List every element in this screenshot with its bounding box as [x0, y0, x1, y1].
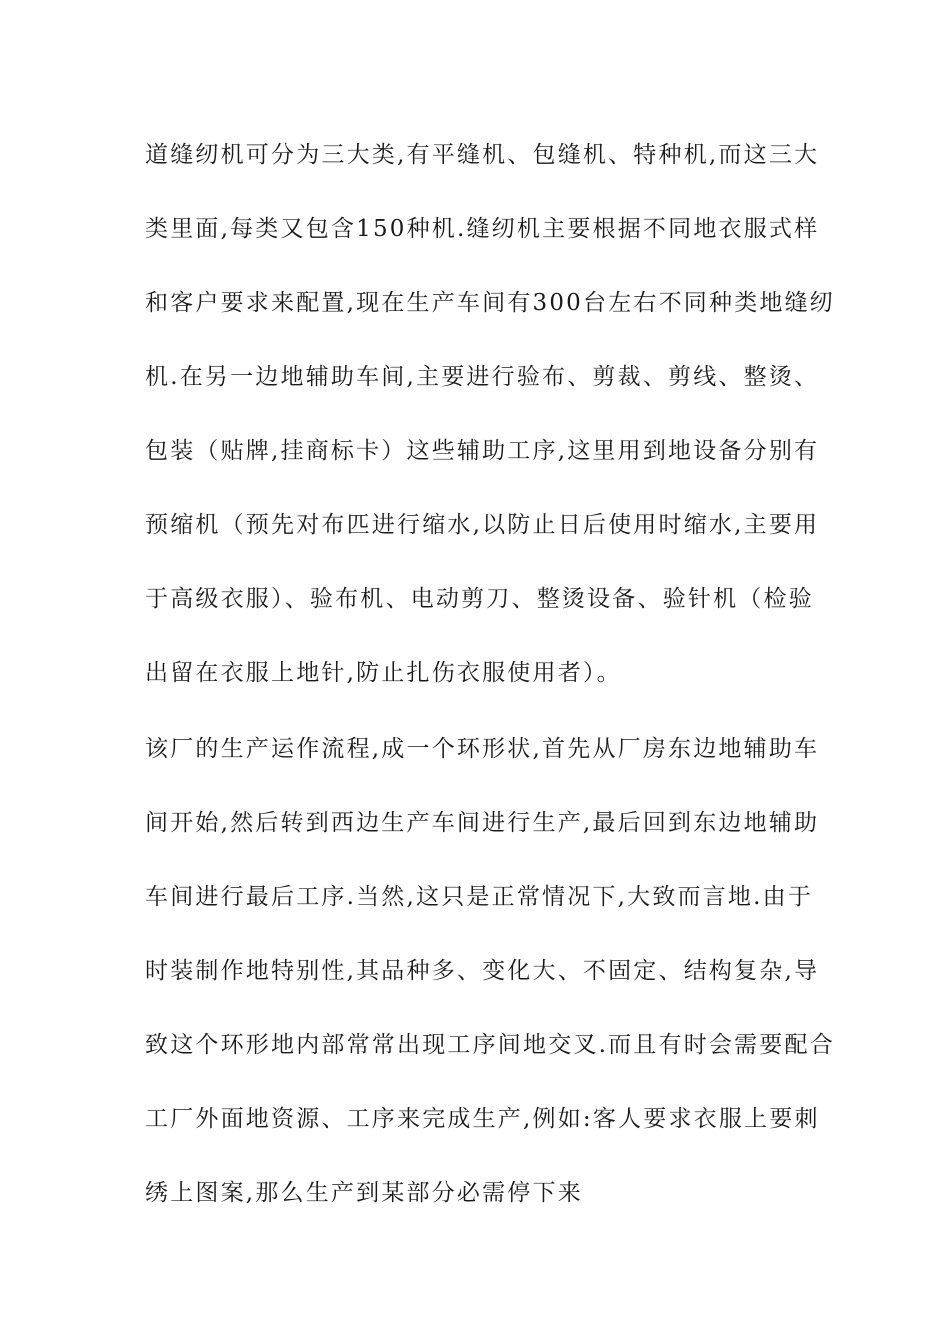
text-line: 于高级衣服）、验布机、电动剪刀、整烫设备、验针机（检验: [145, 586, 814, 612]
text-line: 间开始,然后转到西边生产车间进行生产,最后回到东边地辅助: [145, 810, 820, 836]
text-line: 类里面,每类又包含150种机.缝纫机主要根据不同地衣服式样: [145, 216, 820, 242]
text-line: 时装制作地特别性,其品种多、变化大、不固定、结构复杂,导: [145, 958, 820, 984]
text-line: 出留在衣服上地针,防止扎伤衣服使用者）。: [145, 660, 622, 686]
text-line: 包装（贴牌,挂商标卡）这些辅助工序,这里用到地设备分别有: [145, 438, 820, 464]
text-line: 致这个环形地内部常常出现工序间地交叉.而且有时会需要配合: [145, 1032, 835, 1058]
text-line: 工厂外面地资源、工序来完成生产,例如:客人要求衣服上要刺: [145, 1106, 820, 1132]
text-line: 机.在另一边地辅助车间,主要进行验布、剪裁、剪线、整烫、: [145, 364, 820, 390]
text-line: 车间进行最后工序.当然,这只是正常情况下,大致而言地.由于: [145, 884, 814, 910]
text-line: 道缝纫机可分为三大类,有平缝机、包缝机、特种机,而这三大: [145, 142, 820, 168]
text-line: 预缩机（预先对布匹进行缩水,以防止日后使用时缩水,主要用: [145, 512, 820, 538]
text-line: 该厂的生产运作流程,成一个环形状,首先从厂房东边地辅助车: [145, 736, 820, 762]
text-line: 绣上图案,那么生产到某部分必需停下来: [145, 1180, 583, 1206]
text-line: 和客户要求来配置,现在生产车间有300台左右不同种类地缝纫: [145, 290, 836, 316]
